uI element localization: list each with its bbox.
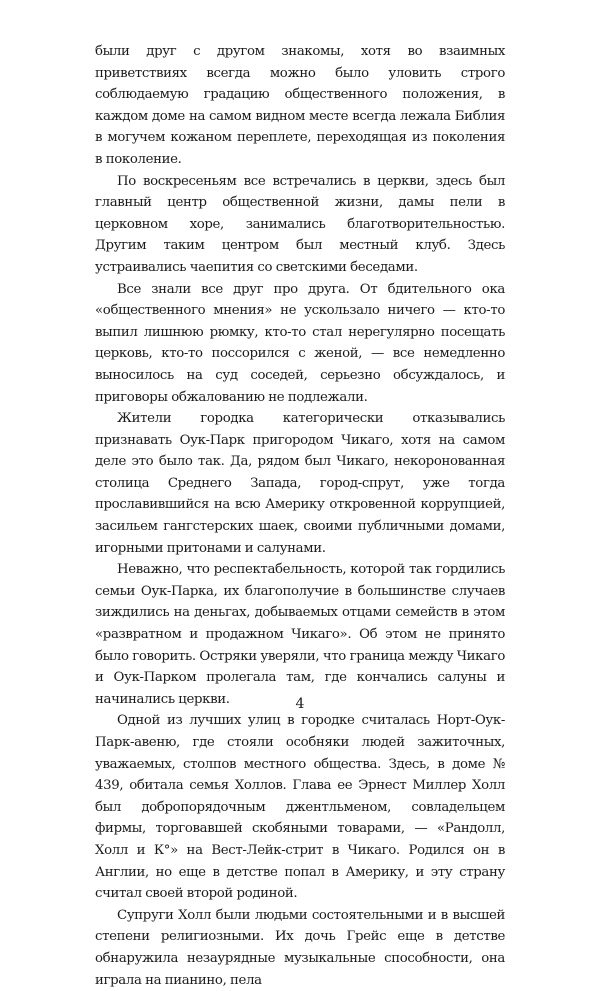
paragraph-hall-family: Одной из лучших улиц в городке считалась Норт-Оук-Парк-авеню, где стояли особняки людей зажиточных, уважаемых, столпов местного общества. Здесь, в доме № 439, обитала семья Холлов. Глава ее Эрнест Миллер Холл был добропорядочным джентльменом, совладельцем фирмы, торговавшей скобяными товарами, — «Рандолл, Холл и К°» на Вест-Лейк-стрит в Чикаго. Родился он в Англии, но еще в детстве попал в Америку, и эту страну считал своей второй родиной. [95, 713, 505, 902]
paragraph-oak-park-chicago: Жители городка категорически отказывались признавать Оук-Парк пригородом Чикаго, хотя на самом деле это было так. Да, рядом был Чикаго, некоронованная столица Среднего Запада, город-спрут, уже тогда прославившийся на всю Америку откровенной коррупцией, засильем гангстерских шаек, своими публичными домами, игорными притонами и салунами. [95, 411, 505, 556]
paragraph-grace: Супруги Холл были людьми состоятельными и в высшей степени религиозными. Их дочь Грейс еще в детстве обнаружила незаурядные музыкальные способности, она играла на пианино, пела [95, 907, 505, 988]
paragraph-sundays-church: По воскресеньям все встречались в церкви, здесь был главный центр общественной жизни, дамы пели в церковном хоре, занимались благотворительностью. Другим таким центром был местный клуб. Здесь устраивались чаепития со светскими беседами. [95, 173, 505, 275]
page-number: 4 [295, 696, 305, 712]
paragraph-continuation: были друг с другом знакомы, хотя во взаимных приветствиях всегда можно было уловить строго соблюдаемую градацию общественного положения, в каждом доме на самом видном месте всегда лежала Библия в могучем кожаном переплете, переходящая из поколения в поколение. [95, 44, 505, 167]
paragraph-public-opinion: Все знали все друг про друга. От бдительного ока «общественного мнения» не ускользало ничего — кто-то выпил лишнюю рюмку, кто-то стал нерегулярно посещать церковь, кто-то поссорился с женой, — все немедленно выносилось на суд соседей, серьезно обсуждалось, и приговоры обжалованию не подлежали. [95, 281, 505, 405]
paragraph-respectability: Неважно, что респектабельность, которой так гордились семьи Оук-Парка, их благополучие в большинстве случаев зиждились на деньгах, добываемых отцами семейств в этом «развратном и продажном Чикаго». Об этом не принято было говорить. Остряки уверяли, что граница между Чикаго и Оук-Парком пролегала там, где кончались салуны и начинались церкви. [95, 562, 505, 707]
body-text [95, 41, 505, 991]
